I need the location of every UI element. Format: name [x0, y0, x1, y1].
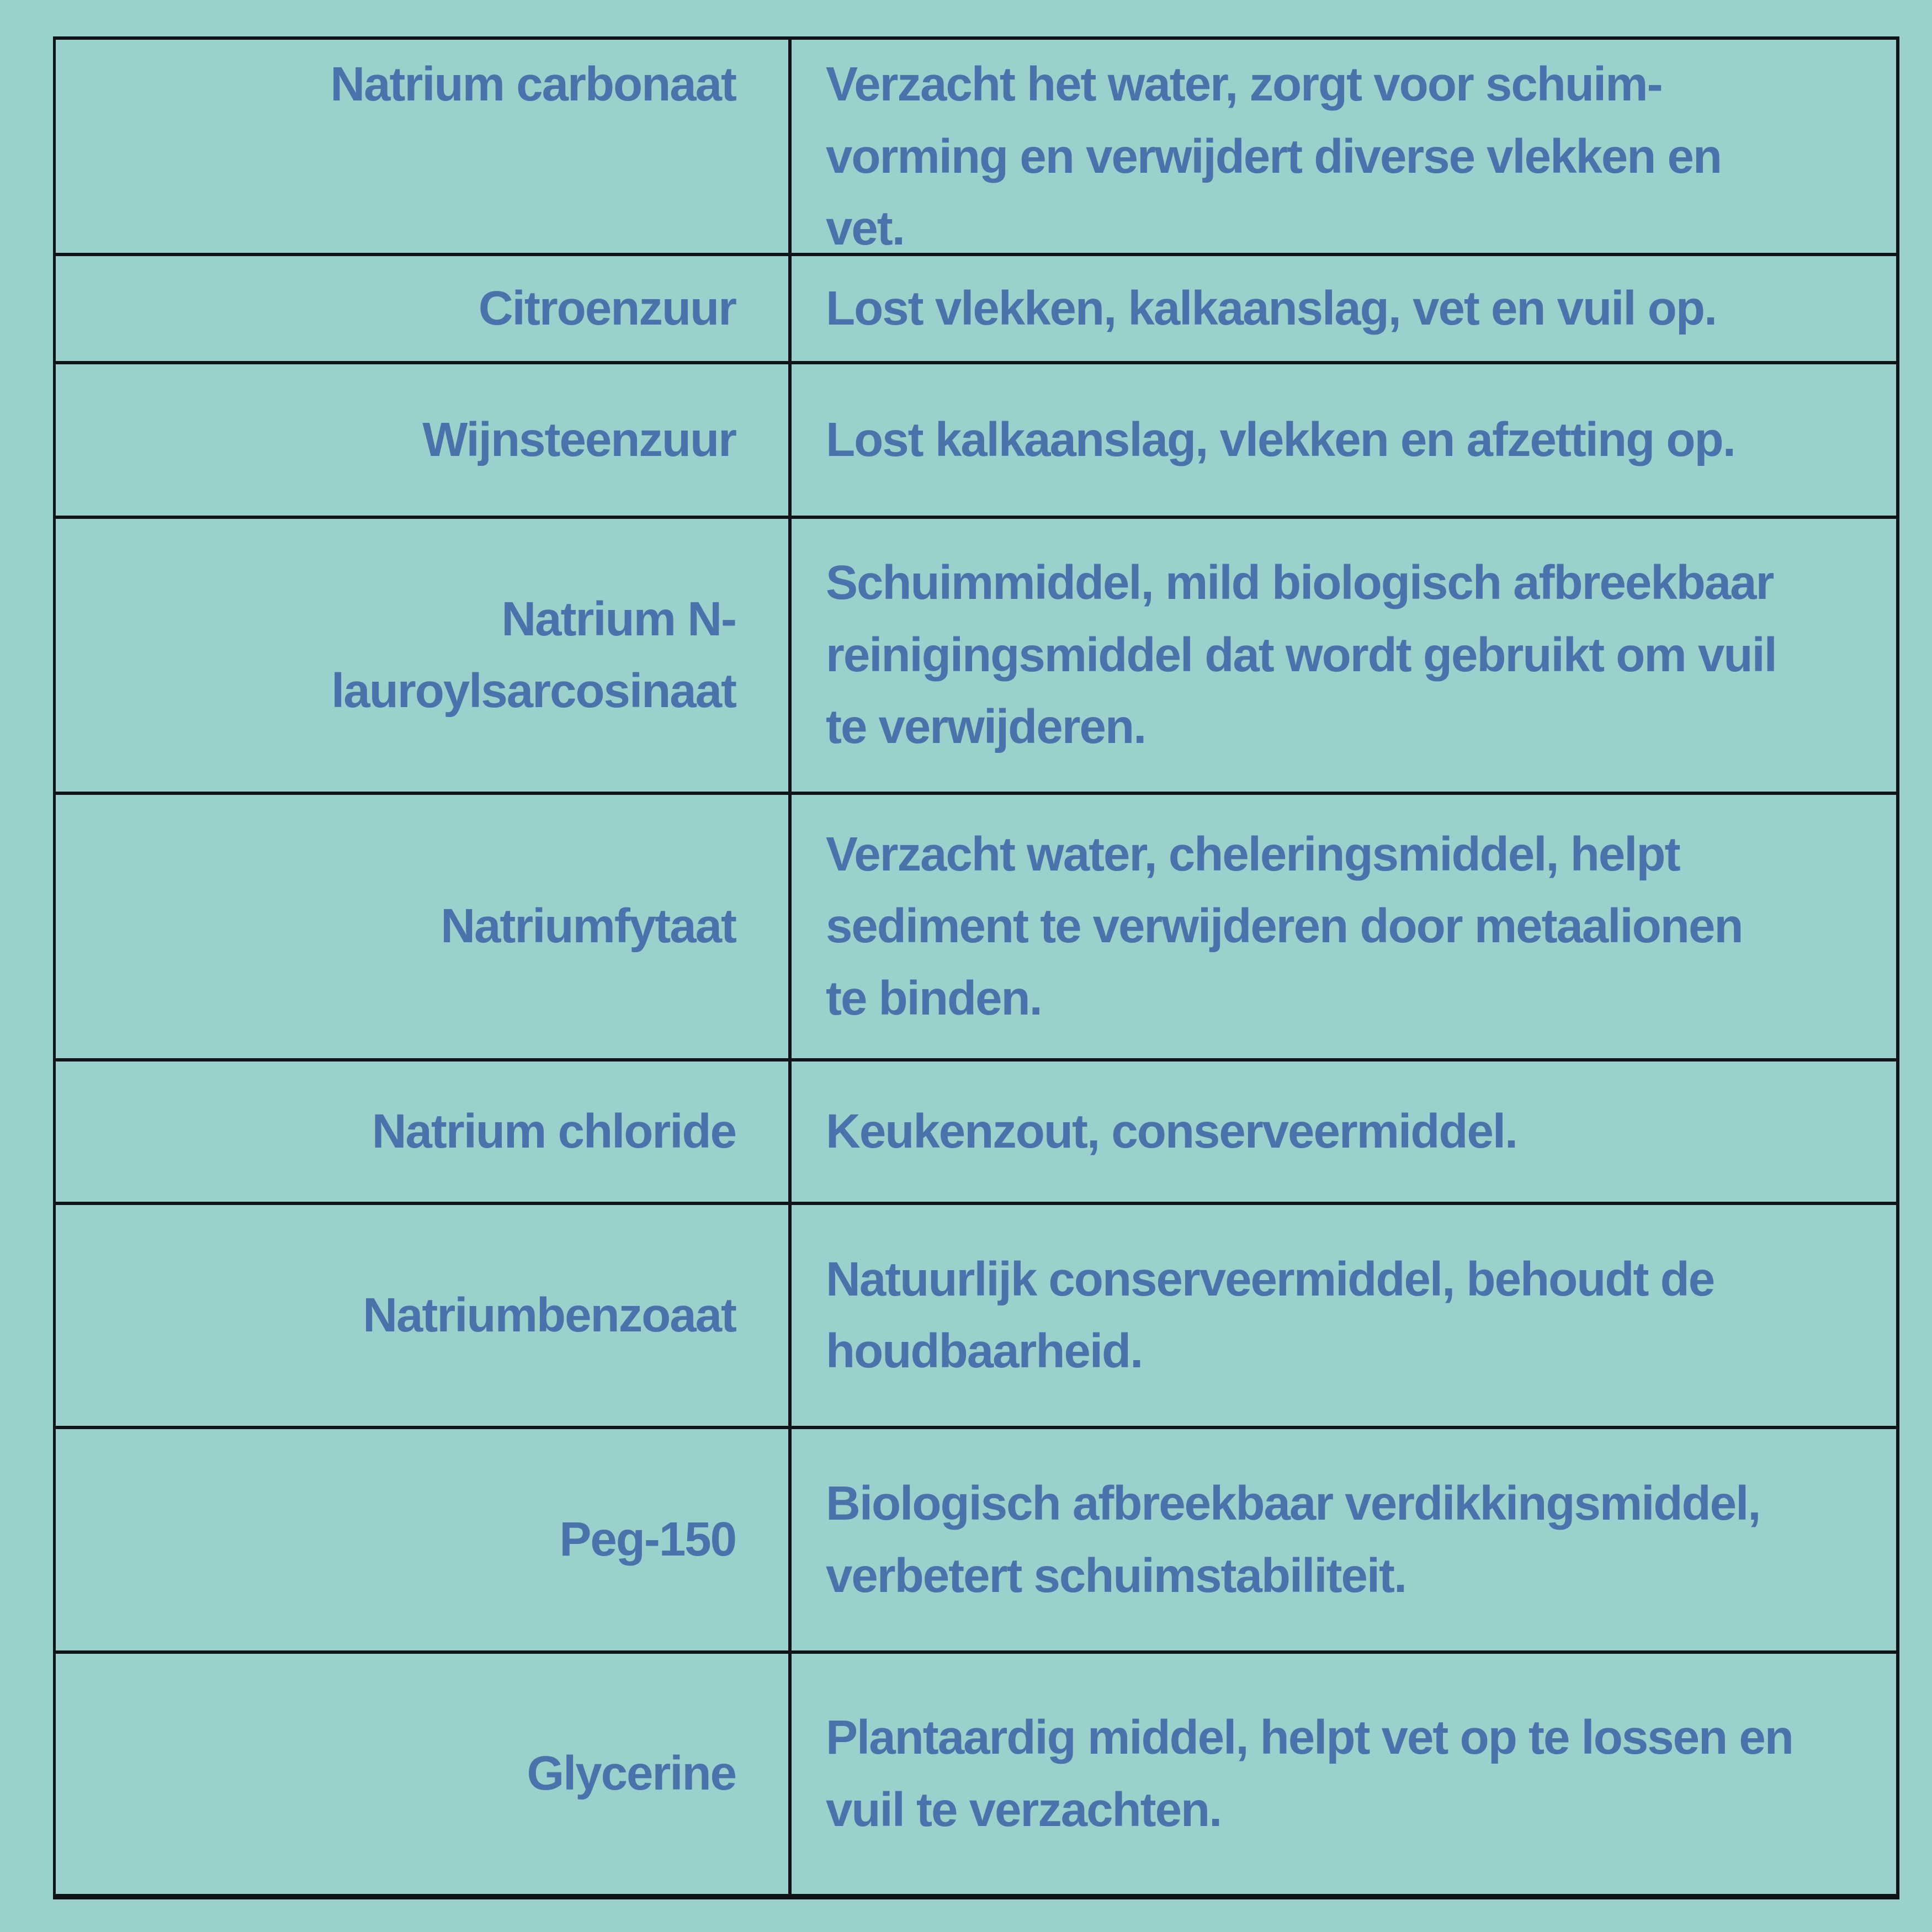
description-line: Plantaardig middel, helpt vet op te lossen en: [826, 1711, 1793, 1764]
ingredient-cell: [56, 1429, 792, 1650]
ingredient-line: Citroenzuur: [478, 281, 736, 335]
table-row: [56, 361, 1896, 516]
description-line: Verzacht het water, zorgt voor schuim-: [826, 57, 1662, 111]
ingredient-line: Wijnsteenzuur: [422, 412, 736, 466]
description-cell: [792, 364, 1896, 516]
ingredient-line: Natrium carbonaat: [330, 57, 736, 111]
description-line: verbetert schuimstabiliteit.: [826, 1548, 1406, 1602]
description-line: Verzacht water, cheleringsmiddel, helpt: [826, 827, 1680, 881]
description-line: sediment te verwijderen door metaalionen: [826, 899, 1743, 953]
ingredient-line: Natriumfytaat: [440, 899, 736, 953]
ingredient-cell: [56, 795, 792, 1058]
description-line: Keukenzout, conserveermiddel.: [826, 1104, 1517, 1158]
ingredient-line: Natrium N-: [501, 592, 736, 646]
table-row: [56, 792, 1896, 1058]
ingredient-cell: [56, 1205, 792, 1426]
table-row: [56, 516, 1896, 792]
ingredient-line: Glycerine: [527, 1747, 736, 1801]
ingredient-cell: [56, 519, 792, 792]
description-cell: [792, 1205, 1896, 1426]
ingredient-line: Natriumbenzoaat: [363, 1288, 736, 1342]
description-line: te verwijderen.: [826, 700, 1146, 754]
description-line: vorming en verwijdert diverse vlekken en: [826, 129, 1722, 183]
description-line: vuil te verzachten.: [826, 1782, 1222, 1837]
table-row: [56, 253, 1896, 361]
ingredient-line: Natrium chloride: [371, 1104, 736, 1158]
table-row: [56, 1426, 1896, 1650]
description-cell: [792, 40, 1896, 253]
description-line: vet.: [826, 201, 904, 255]
description-cell: [792, 1429, 1896, 1650]
table-row: [56, 1058, 1896, 1202]
description-line: Biologisch afbreekbaar verdikkingsmiddel,: [826, 1477, 1760, 1530]
table-row: [56, 1202, 1896, 1426]
description-cell: [792, 519, 1896, 792]
ingredient-line: lauroylsarcosinaat: [331, 664, 736, 718]
description-line: Lost kalkaanslag, vlekken en afzetting op.: [826, 412, 1735, 466]
description-line: Schuimmiddel, mild biologisch afbreekbaar: [826, 556, 1774, 610]
ingredient-cell: [56, 40, 792, 253]
description-line: te binden.: [826, 971, 1042, 1025]
description-cell: [792, 1061, 1896, 1202]
ingredients-table: [53, 36, 1899, 1899]
description-line: Lost vlekken, kalkaanslag, vet en vuil op.: [826, 281, 1717, 335]
ingredient-line: Peg-150: [559, 1512, 736, 1567]
table-row: [56, 1650, 1896, 1894]
description-cell: [792, 795, 1896, 1058]
description-cell: [792, 1654, 1896, 1894]
ingredient-cell: [56, 256, 792, 361]
ingredient-cell: [56, 1061, 792, 1202]
description-line: houdbaarheid.: [826, 1324, 1143, 1378]
ingredient-cell: [56, 1654, 792, 1894]
description-cell: [792, 256, 1896, 361]
table-row: [56, 40, 1896, 253]
description-line: reinigingsmiddel dat wordt gebruikt om vuil: [826, 628, 1776, 682]
ingredient-cell: [56, 364, 792, 516]
description-line: Natuurlijk conserveermiddel, behoudt de: [826, 1252, 1715, 1306]
